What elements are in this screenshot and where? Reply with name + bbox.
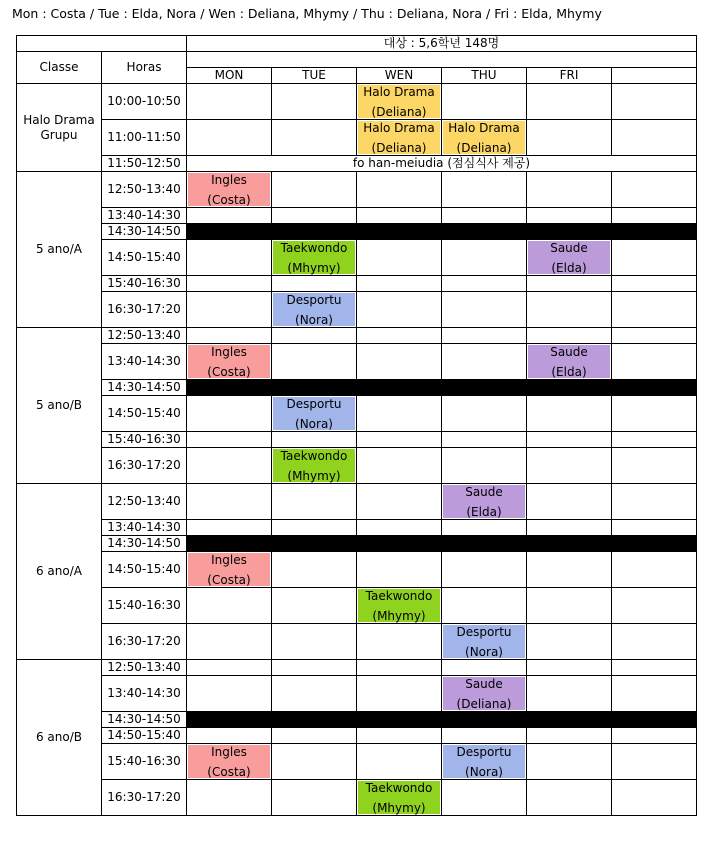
break-bar	[187, 224, 697, 240]
lesson-block	[188, 173, 270, 206]
teacher-label: (Elda)	[551, 260, 587, 275]
empty-cell	[187, 676, 272, 712]
table-row	[17, 172, 697, 208]
empty-cell	[357, 396, 442, 432]
lesson-block	[358, 121, 440, 154]
table-row	[17, 276, 697, 292]
table-row	[17, 520, 697, 536]
empty-cell	[442, 172, 527, 208]
empty-cell	[357, 344, 442, 380]
empty-cell	[612, 344, 697, 380]
empty-cell	[272, 208, 357, 224]
empty-cell	[357, 292, 442, 328]
lesson-cell	[187, 744, 272, 780]
time-cell: 12:50-13:40	[102, 484, 187, 520]
table-row	[17, 780, 697, 816]
time-cell: 12:50-13:40	[102, 660, 187, 676]
empty-cell	[612, 84, 697, 120]
empty-cell	[527, 744, 612, 780]
empty-cell	[187, 520, 272, 536]
empty-cell	[527, 208, 612, 224]
teacher-label: (Mhymy)	[372, 608, 426, 623]
table-row	[17, 588, 697, 624]
empty-cell	[612, 396, 697, 432]
time-cell: 14:50-15:40	[102, 552, 187, 588]
empty-cell	[527, 292, 612, 328]
table-row	[17, 660, 697, 676]
lesson-block	[443, 485, 525, 518]
subject-label: Ingles	[211, 344, 247, 359]
empty-cell	[272, 328, 357, 344]
empty-cell	[612, 172, 697, 208]
empty-cell	[357, 552, 442, 588]
lesson-cell	[187, 552, 272, 588]
empty-cell	[612, 552, 697, 588]
empty-cell	[272, 276, 357, 292]
subject-label: Saude	[550, 344, 588, 359]
empty-cell	[187, 448, 272, 484]
day-header-wen: WEN	[357, 68, 442, 84]
classe-header: Classe	[17, 52, 102, 84]
table-row	[17, 208, 697, 224]
empty-cell	[187, 660, 272, 676]
empty-cell	[187, 780, 272, 816]
time-cell: 10:00-10:50	[102, 84, 187, 120]
time-cell: 14:30-14:50	[102, 536, 187, 552]
time-cell: 16:30-17:20	[102, 624, 187, 660]
empty-cell	[442, 328, 527, 344]
classe-label: Grupu	[40, 127, 78, 142]
classe-cell	[17, 172, 102, 328]
empty-cell	[357, 660, 442, 676]
empty-cell	[357, 240, 442, 276]
subject-label: Ingles	[211, 552, 247, 567]
time-cell: 15:40-16:30	[102, 588, 187, 624]
empty-cell	[527, 276, 612, 292]
horas-header: Horas	[102, 52, 187, 84]
lesson-cell	[357, 588, 442, 624]
lesson-cell	[357, 120, 442, 156]
lesson-block	[443, 625, 525, 658]
subject-label: Halo Drama	[363, 120, 435, 135]
classe-cell	[17, 328, 102, 484]
time-cell: 14:50-15:40	[102, 240, 187, 276]
empty-cell	[612, 328, 697, 344]
table-row	[17, 712, 697, 728]
subject-label: Saude	[550, 240, 588, 255]
lesson-cell	[442, 120, 527, 156]
empty-cell	[612, 484, 697, 520]
subject-label: Saude	[465, 676, 503, 691]
empty-cell	[357, 676, 442, 712]
teacher-label: (Costa)	[207, 192, 251, 207]
classe-label: Halo Drama	[23, 112, 95, 127]
lesson-block	[273, 293, 355, 326]
blank-header-cell	[17, 36, 187, 52]
empty-cell	[272, 520, 357, 536]
table-row	[17, 240, 697, 276]
lesson-block	[273, 241, 355, 274]
empty-cell	[187, 728, 272, 744]
teacher-label: (Nora)	[465, 764, 503, 779]
empty-cell	[187, 432, 272, 448]
teacher-label: (Costa)	[207, 764, 251, 779]
empty-cell	[272, 432, 357, 448]
empty-cell	[357, 624, 442, 660]
empty-cell	[527, 120, 612, 156]
empty-cell	[442, 552, 527, 588]
empty-cell	[272, 344, 357, 380]
empty-cell	[272, 624, 357, 660]
empty-cell	[187, 484, 272, 520]
empty-cell	[527, 676, 612, 712]
time-cell: 12:50-13:40	[102, 328, 187, 344]
classe-label: 5 ano/B	[35, 398, 83, 412]
empty-cell	[442, 780, 527, 816]
empty-cell	[527, 484, 612, 520]
teacher-label: (Deliana)	[371, 104, 427, 119]
day-header-thu: THU	[442, 68, 527, 84]
time-cell: 15:40-16:30	[102, 744, 187, 780]
subject-label: Halo Drama	[448, 120, 520, 135]
lesson-block	[528, 241, 610, 274]
empty-cell	[187, 240, 272, 276]
time-cell: 16:30-17:20	[102, 292, 187, 328]
subject-label: Halo Drama	[363, 84, 435, 99]
empty-cell	[357, 484, 442, 520]
teachers-note: Mon : Costa / Tue : Elda, Nora / Wen : Deliana, Mhymy / Thu : Deliana, Nora / Fri : Elda, Mhymy	[12, 6, 602, 21]
empty-cell	[272, 660, 357, 676]
time-cell: 13:40-14:30	[102, 344, 187, 380]
empty-cell	[612, 208, 697, 224]
empty-cell	[272, 120, 357, 156]
time-cell: 13:40-14:30	[102, 520, 187, 536]
time-cell: 14:30-14:50	[102, 224, 187, 240]
subject-label: Desportu	[456, 744, 512, 759]
table-row	[17, 728, 697, 744]
lesson-block	[188, 553, 270, 586]
table-title: 대상 : 5,6학년 148명	[187, 36, 697, 52]
teacher-label: (Deliana)	[371, 140, 427, 155]
lesson-cell	[527, 344, 612, 380]
time-cell: 15:40-16:30	[102, 432, 187, 448]
lesson-cell	[272, 292, 357, 328]
subject-label: Taekwondo	[280, 448, 348, 463]
table-row	[17, 156, 697, 172]
empty-cell	[357, 432, 442, 448]
empty-cell	[442, 396, 527, 432]
table-row	[17, 744, 697, 780]
lesson-block	[188, 745, 270, 778]
empty-cell	[612, 432, 697, 448]
time-cell: 14:30-14:50	[102, 380, 187, 396]
time-cell: 16:30-17:20	[102, 780, 187, 816]
empty-cell	[187, 292, 272, 328]
lesson-block	[358, 589, 440, 622]
classe-cell	[17, 484, 102, 660]
time-cell: 12:50-13:40	[102, 172, 187, 208]
empty-cell	[527, 448, 612, 484]
subject-label: Desportu	[456, 624, 512, 639]
empty-cell	[527, 520, 612, 536]
classe-label: 5 ano/A	[35, 242, 82, 256]
empty-cell	[272, 172, 357, 208]
lesson-block	[358, 781, 440, 814]
empty-cell	[442, 208, 527, 224]
lesson-cell	[442, 484, 527, 520]
subject-label: Desportu	[286, 292, 342, 307]
lesson-cell	[187, 172, 272, 208]
teacher-label: (Mhymy)	[372, 800, 426, 815]
table-row	[17, 552, 697, 588]
table-row	[17, 120, 697, 156]
empty-cell	[527, 624, 612, 660]
classe-label: 6 ano/B	[35, 730, 83, 744]
lesson-cell	[272, 448, 357, 484]
empty-cell	[442, 588, 527, 624]
teacher-label: (Nora)	[465, 644, 503, 659]
empty-cell	[527, 728, 612, 744]
table-row	[17, 624, 697, 660]
empty-cell	[612, 240, 697, 276]
lesson-cell	[442, 624, 527, 660]
classe-label: 6 ano/A	[35, 564, 82, 578]
teacher-label: (Deliana)	[456, 696, 512, 711]
day-header-fri: FRI	[527, 68, 612, 84]
empty-cell	[272, 780, 357, 816]
break-bar	[187, 380, 697, 396]
schedule-table	[16, 35, 697, 816]
empty-cell	[527, 780, 612, 816]
empty-cell	[527, 172, 612, 208]
empty-cell	[612, 448, 697, 484]
lesson-block	[188, 345, 270, 378]
lesson-cell	[187, 344, 272, 380]
table-row	[17, 484, 697, 520]
table-row	[17, 676, 697, 712]
empty-cell	[187, 84, 272, 120]
time-cell: 13:40-14:30	[102, 676, 187, 712]
empty-cell	[612, 624, 697, 660]
time-cell: 14:30-14:50	[102, 712, 187, 728]
empty-cell	[187, 396, 272, 432]
empty-cell	[442, 292, 527, 328]
empty-cell	[187, 624, 272, 660]
subject-label: Desportu	[286, 396, 342, 411]
empty-cell	[272, 744, 357, 780]
table-row	[17, 84, 697, 120]
empty-cell	[612, 780, 697, 816]
empty-cell	[187, 276, 272, 292]
empty-cell	[357, 328, 442, 344]
lesson-block	[443, 677, 525, 710]
empty-cell	[442, 240, 527, 276]
empty-cell	[442, 728, 527, 744]
empty-cell	[272, 552, 357, 588]
lesson-cell	[357, 780, 442, 816]
time-cell: 15:40-16:30	[102, 276, 187, 292]
lesson-block	[273, 397, 355, 430]
table-row	[17, 380, 697, 396]
empty-cell	[442, 276, 527, 292]
lesson-cell	[442, 676, 527, 712]
lesson-block	[273, 449, 355, 482]
empty-cell	[612, 120, 697, 156]
teacher-label: (Costa)	[207, 364, 251, 379]
empty-cell	[612, 588, 697, 624]
table-row	[17, 224, 697, 240]
empty-cell	[527, 588, 612, 624]
empty-cell	[187, 208, 272, 224]
empty-cell	[442, 432, 527, 448]
time-cell: 11:50-12:50	[102, 156, 187, 172]
empty-cell	[357, 520, 442, 536]
empty-cell	[612, 292, 697, 328]
empty-cell	[612, 744, 697, 780]
table-row	[17, 396, 697, 432]
empty-cell	[272, 728, 357, 744]
empty-cell	[442, 84, 527, 120]
empty-cell	[272, 676, 357, 712]
time-cell: 11:00-11:50	[102, 120, 187, 156]
empty-cell	[357, 276, 442, 292]
table-row	[17, 448, 697, 484]
teacher-label: (Mhymy)	[287, 260, 341, 275]
empty-cell	[357, 208, 442, 224]
header-spacer	[187, 52, 697, 68]
break-bar	[187, 712, 697, 728]
time-cell: 14:50-15:40	[102, 396, 187, 432]
teacher-label: (Elda)	[466, 504, 502, 519]
empty-cell	[187, 328, 272, 344]
lesson-cell	[272, 240, 357, 276]
subject-label: Taekwondo	[365, 780, 433, 795]
teacher-label: (Deliana)	[456, 140, 512, 155]
empty-cell	[527, 432, 612, 448]
day-header-tue: TUE	[272, 68, 357, 84]
empty-cell	[442, 660, 527, 676]
teacher-label: (Nora)	[295, 312, 333, 327]
empty-cell	[612, 276, 697, 292]
empty-cell	[357, 448, 442, 484]
subject-label: Taekwondo	[280, 240, 348, 255]
lunch-break-cell: fo han-meiudia (점심식사 제공)	[187, 156, 697, 172]
empty-cell	[272, 484, 357, 520]
empty-cell	[187, 588, 272, 624]
empty-cell	[187, 120, 272, 156]
lesson-cell	[272, 396, 357, 432]
teacher-label: (Costa)	[207, 572, 251, 587]
lesson-cell	[357, 84, 442, 120]
empty-cell	[272, 588, 357, 624]
table-row	[17, 432, 697, 448]
classe-cell	[17, 660, 102, 816]
empty-cell	[442, 448, 527, 484]
empty-cell	[612, 660, 697, 676]
lesson-block	[443, 121, 525, 154]
empty-cell	[442, 520, 527, 536]
empty-cell	[357, 728, 442, 744]
empty-cell	[527, 552, 612, 588]
empty-cell	[527, 328, 612, 344]
day-header-mon: MON	[187, 68, 272, 84]
empty-cell	[612, 520, 697, 536]
day-header-extra	[612, 68, 697, 84]
lesson-block	[358, 85, 440, 118]
empty-cell	[612, 728, 697, 744]
teacher-label: (Mhymy)	[287, 468, 341, 483]
break-bar	[187, 536, 697, 552]
empty-cell	[527, 84, 612, 120]
table-row	[17, 292, 697, 328]
lesson-block	[528, 345, 610, 378]
empty-cell	[442, 344, 527, 380]
time-cell: 16:30-17:20	[102, 448, 187, 484]
classe-cell	[17, 84, 102, 172]
lesson-cell	[442, 744, 527, 780]
empty-cell	[527, 396, 612, 432]
subject-label: Ingles	[211, 744, 247, 759]
subject-label: Saude	[465, 484, 503, 499]
time-cell: 13:40-14:30	[102, 208, 187, 224]
empty-cell	[612, 676, 697, 712]
table-row	[17, 536, 697, 552]
subject-label: Taekwondo	[365, 588, 433, 603]
teacher-label: (Nora)	[295, 416, 333, 431]
table-row	[17, 328, 697, 344]
teacher-label: (Elda)	[551, 364, 587, 379]
empty-cell	[527, 660, 612, 676]
time-cell: 14:50-15:40	[102, 728, 187, 744]
table-row	[17, 344, 697, 380]
lesson-block	[443, 745, 525, 778]
empty-cell	[357, 172, 442, 208]
lesson-cell	[527, 240, 612, 276]
empty-cell	[272, 84, 357, 120]
subject-label: Ingles	[211, 172, 247, 187]
empty-cell	[357, 744, 442, 780]
